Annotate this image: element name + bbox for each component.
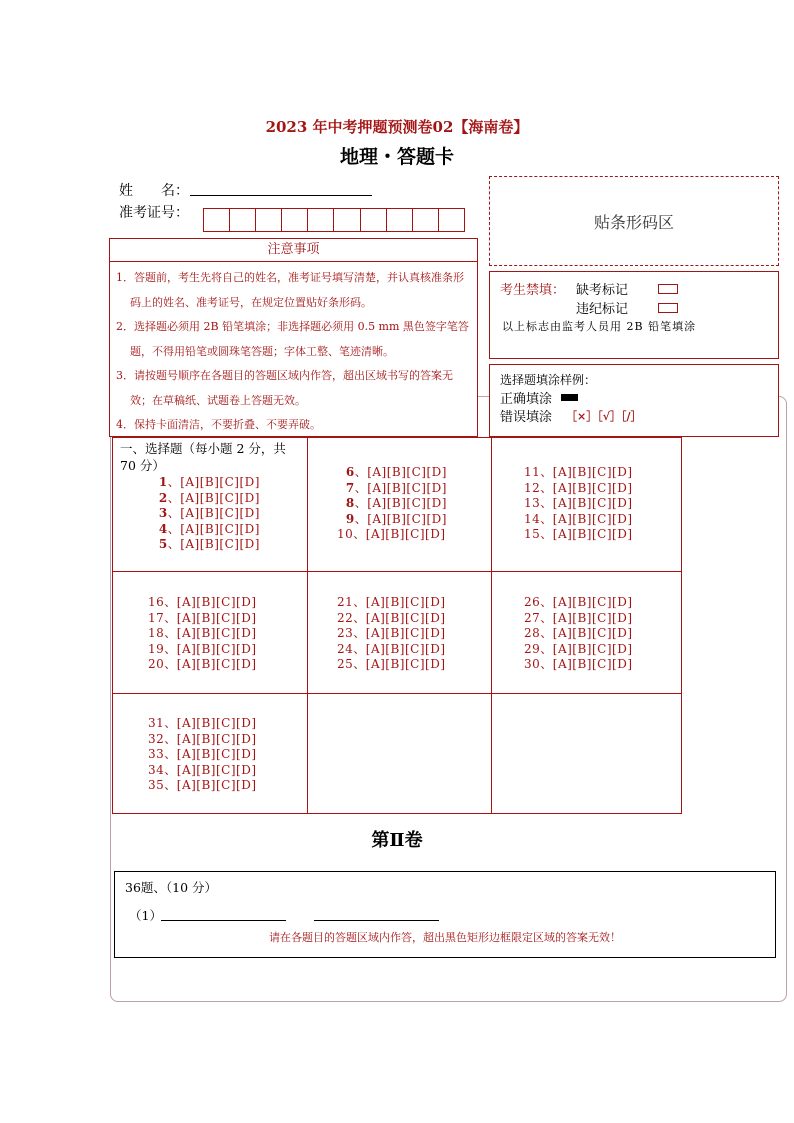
- question-row-2[interactable]: [150, 491, 260, 507]
- question-row-6[interactable]: [337, 465, 447, 481]
- question-row-4[interactable]: [150, 522, 260, 538]
- question-row-1[interactable]: [150, 475, 260, 491]
- absent-label: 缺考标记: [576, 283, 629, 298]
- wrong-fill-marks: ［×］［√］［/］: [566, 410, 642, 423]
- name-field[interactable]: [190, 195, 372, 196]
- question-row-15[interactable]: [524, 527, 633, 543]
- answer-options[interactable]: 、[A][B][C][D]: [540, 527, 633, 541]
- question-group: [150, 475, 260, 553]
- grid-divider: [491, 437, 492, 814]
- answer-options[interactable]: 、[A][B][C][D]: [164, 641, 257, 656]
- section2-title: 第Ⅱ卷: [371, 830, 423, 851]
- answer-options[interactable]: 、[A][B][C][D]: [164, 610, 257, 625]
- question-number: 16: [148, 595, 165, 609]
- question-row-14[interactable]: [524, 512, 633, 528]
- question-row-33[interactable]: [148, 747, 257, 763]
- answer-options[interactable]: 、[A][B][C][D]: [540, 465, 633, 479]
- question-group: [524, 465, 633, 543]
- question-row-27[interactable]: [524, 611, 633, 627]
- question-number: 24: [337, 641, 354, 656]
- question-number: 19: [148, 641, 165, 656]
- question-number: 7: [337, 480, 355, 495]
- section1-title: 一、选择题（每小题 2 分，共 70 分）: [120, 441, 286, 473]
- question-row-28[interactable]: [524, 626, 633, 642]
- answer-options[interactable]: 、[A][B][C][D]: [353, 595, 446, 609]
- answer-options[interactable]: 、[A][B][C][D]: [540, 496, 633, 510]
- notice-item: 2．选择题必须用 2B 铅笔填涂；非选择题必须用 0.5 mm 黑色签字笔答题，不得用铅笔或圆珠笔答题；字体工整、笔迹清晰。: [116, 320, 469, 358]
- question-number: 31: [148, 716, 165, 730]
- question-group: [337, 595, 446, 673]
- question-row-35[interactable]: [148, 778, 257, 794]
- question-number: 4: [150, 521, 168, 536]
- answer-options[interactable]: 、[A][B][C][D]: [167, 521, 260, 536]
- question-row-19[interactable]: [148, 642, 257, 658]
- question-row-23[interactable]: [337, 626, 446, 642]
- card-subtitle: 地理・答题卡: [339, 146, 454, 168]
- answer-options[interactable]: 、[A][B][C][D]: [540, 480, 633, 495]
- question-number: 21: [337, 595, 354, 609]
- question-row-8[interactable]: [337, 496, 447, 512]
- answer-options[interactable]: 、[A][B][C][D]: [540, 511, 633, 526]
- question-number: 14: [524, 511, 541, 526]
- wrong-fill-label: 错误填涂: [500, 410, 553, 425]
- answer-options[interactable]: 、[A][B][C][D]: [164, 657, 257, 671]
- question-row-5[interactable]: [150, 537, 260, 553]
- notice-item: 1．答题前，考生先将自己的姓名，准考证号填写清楚，并认真核准条形码上的姓名、准考证号，在规定位置贴好条形码。: [116, 271, 464, 309]
- answer-options[interactable]: 、[A][B][C][D]: [353, 527, 446, 541]
- question-number: 11: [524, 465, 541, 479]
- question-row-16[interactable]: [148, 595, 257, 611]
- question-number: 30: [524, 657, 541, 671]
- answer-options[interactable]: 、[A][B][C][D]: [167, 475, 260, 489]
- notice-box: [109, 238, 478, 437]
- barcode-label: 贴条形码区: [593, 212, 674, 232]
- question-number: 34: [148, 762, 165, 777]
- question-row-3[interactable]: [150, 506, 260, 522]
- answer-options[interactable]: 、[A][B][C][D]: [164, 731, 257, 746]
- grid-divider: [112, 693, 682, 694]
- fill-sample-box: [489, 364, 779, 437]
- answer-options[interactable]: 、[A][B][C][D]: [353, 657, 446, 671]
- answer-options[interactable]: 、[A][B][C][D]: [164, 595, 257, 609]
- answer-options[interactable]: 、[A][B][C][D]: [353, 626, 446, 640]
- answer-options[interactable]: 、[A][B][C][D]: [354, 465, 447, 479]
- answer-options[interactable]: 、[A][B][C][D]: [540, 626, 633, 640]
- question-group: [148, 716, 257, 794]
- answer-options[interactable]: 、[A][B][C][D]: [540, 641, 633, 656]
- question-number: 33: [148, 747, 165, 761]
- answer-options[interactable]: 、[A][B][C][D]: [354, 496, 447, 510]
- question-number: 28: [524, 626, 541, 640]
- question-group: [524, 595, 633, 673]
- question-number: 18: [148, 626, 165, 640]
- correct-fill-label: 正确填涂: [500, 392, 553, 407]
- q36-answer-box[interactable]: [114, 871, 776, 958]
- answer-options[interactable]: 、[A][B][C][D]: [164, 716, 257, 730]
- notice-item: 3．请按题号顺序在各题目的答题区域内作答，超出区域书写的答案无效；在草稿纸、试题卷上答题无效。: [116, 369, 453, 407]
- forbidden-label: 考生禁填：: [500, 283, 566, 298]
- violation-label: 违纪标记: [576, 302, 629, 317]
- question-row-20[interactable]: [148, 657, 257, 673]
- question-number: 10: [337, 527, 354, 541]
- question-number: 23: [337, 626, 354, 640]
- question-number: 35: [148, 778, 165, 792]
- question-number: 3: [150, 506, 168, 520]
- question-row-22[interactable]: [337, 611, 446, 627]
- answer-options[interactable]: 、[A][B][C][D]: [353, 641, 446, 656]
- id-label: 准考证号：: [119, 205, 189, 221]
- question-number: 1: [150, 475, 168, 489]
- question-row-10[interactable]: [337, 527, 447, 543]
- question-number: 17: [148, 610, 165, 625]
- fill-sample-title: 选择题填涂样例：: [500, 373, 597, 387]
- answer-options[interactable]: 、[A][B][C][D]: [354, 480, 447, 495]
- correct-fill-mark: [561, 394, 578, 401]
- answer-options[interactable]: 、[A][B][C][D]: [353, 610, 446, 625]
- answer-options[interactable]: 、[A][B][C][D]: [167, 506, 260, 520]
- question-number: 13: [524, 496, 541, 510]
- question-row-18[interactable]: [148, 626, 257, 642]
- question-row-32[interactable]: [148, 732, 257, 748]
- id-number-boxes[interactable]: [203, 208, 465, 232]
- question-row-29[interactable]: [524, 642, 633, 658]
- question-number: 26: [524, 595, 541, 609]
- answer-options[interactable]: 、[A][B][C][D]: [540, 610, 633, 625]
- answer-options[interactable]: 、[A][B][C][D]: [540, 657, 633, 671]
- question-row-9[interactable]: [337, 512, 447, 528]
- violation-checkbox[interactable]: [658, 303, 678, 313]
- barcode-area: [489, 176, 779, 266]
- answer-options[interactable]: 、[A][B][C][D]: [354, 511, 447, 526]
- question-number: 12: [524, 480, 541, 495]
- question-number: 8: [337, 496, 355, 510]
- question-number: 9: [337, 511, 355, 526]
- q36-sub1-label: （1）: [129, 908, 162, 923]
- q36-label: 36题、（10 分）: [125, 880, 218, 895]
- notice-title: 注意事项: [110, 239, 477, 262]
- answer-options[interactable]: 、[A][B][C][D]: [164, 778, 257, 792]
- question-number: 29: [524, 641, 541, 656]
- question-row-7[interactable]: [337, 481, 447, 497]
- answer-options[interactable]: 、[A][B][C][D]: [167, 537, 260, 551]
- answer-options[interactable]: 、[A][B][C][D]: [540, 595, 633, 609]
- absent-checkbox[interactable]: [658, 284, 678, 294]
- question-number: 5: [150, 537, 168, 551]
- question-row-26[interactable]: [524, 595, 633, 611]
- question-group: [337, 465, 447, 543]
- question-number: 32: [148, 731, 165, 746]
- q36-warning: 请在各题目的答题区域内作答，超出黑色矩形边框限定区域的答案无效！: [269, 931, 621, 944]
- question-row-31[interactable]: [148, 716, 257, 732]
- question-row-21[interactable]: [337, 595, 446, 611]
- answer-options[interactable]: 、[A][B][C][D]: [164, 747, 257, 761]
- notice-item: 4．保持卡面清洁，不要折叠、不要弄破。: [116, 418, 321, 431]
- question-number: 25: [337, 657, 354, 671]
- question-number: 27: [524, 610, 541, 625]
- question-number: 2: [150, 490, 168, 505]
- exam-title: 2023 年中考押题预测卷02【海南卷】: [265, 118, 529, 136]
- answer-options[interactable]: 、[A][B][C][D]: [167, 490, 260, 505]
- name-label: 姓 名：: [119, 183, 189, 199]
- answer-options[interactable]: 、[A][B][C][D]: [164, 762, 257, 777]
- question-number: 6: [337, 465, 355, 479]
- question-number: 22: [337, 610, 354, 625]
- grid-divider: [112, 571, 682, 572]
- q36-answer-line[interactable]: [314, 920, 439, 921]
- answer-options[interactable]: 、[A][B][C][D]: [164, 626, 257, 640]
- question-row-13[interactable]: [524, 496, 633, 512]
- question-row-17[interactable]: [148, 611, 257, 627]
- q36-answer-line[interactable]: [161, 920, 286, 921]
- grid-divider: [307, 437, 308, 814]
- question-group: [148, 595, 257, 673]
- question-row-30[interactable]: [524, 657, 633, 673]
- question-row-11[interactable]: [524, 465, 633, 481]
- question-row-34[interactable]: [148, 763, 257, 779]
- question-row-24[interactable]: [337, 642, 446, 658]
- question-number: 15: [524, 527, 541, 541]
- question-row-25[interactable]: [337, 657, 446, 673]
- forbidden-marks-box: [489, 271, 779, 359]
- question-number: 20: [148, 657, 165, 671]
- question-row-12[interactable]: [524, 481, 633, 497]
- forbidden-note: 以上标志由监考人员用 2B 铅笔填涂: [502, 320, 697, 333]
